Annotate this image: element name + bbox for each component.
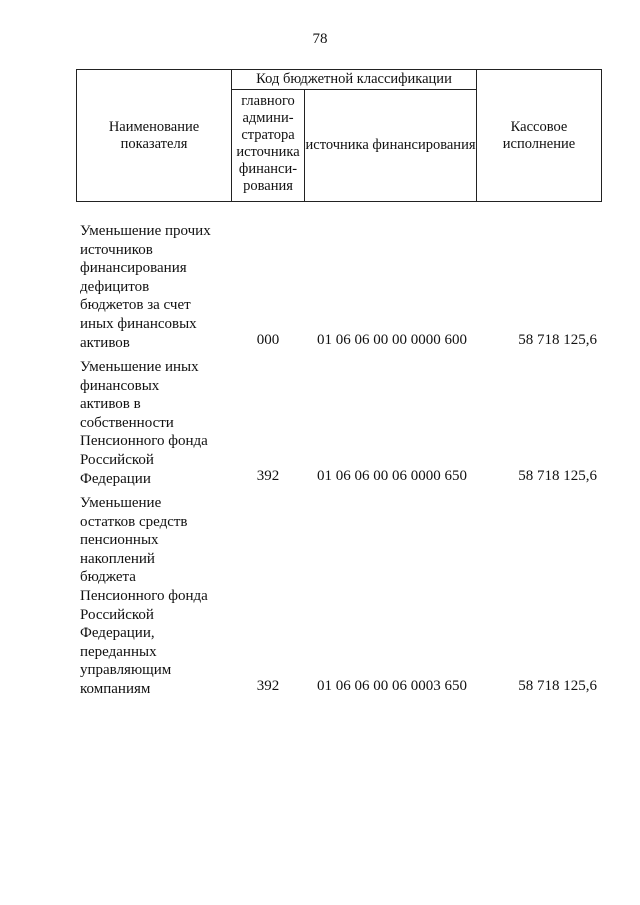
row-name-line: собственности xyxy=(80,414,174,431)
row-admin-code: 392 xyxy=(256,468,280,485)
row-name-line: Пенсионного фонда xyxy=(80,587,208,604)
row-name-line: Федерации, xyxy=(80,625,155,642)
row-source-code: 01 06 06 00 06 0000 650 xyxy=(317,468,467,485)
row-name-line: Федерации xyxy=(80,470,151,487)
row-name-line: Уменьшение xyxy=(80,495,162,511)
row-amount: 58 718 125,6 xyxy=(518,468,597,485)
row-name-line: дефицитов xyxy=(80,278,150,295)
row-amount: 58 718 125,6 xyxy=(518,678,597,695)
row-name-line: активов xyxy=(80,334,130,351)
row-name-line: финансирования xyxy=(80,260,187,277)
row-name-line: накоплений xyxy=(80,550,155,567)
row-name-line: Российской xyxy=(80,606,154,623)
row-name-line: иных финансовых xyxy=(80,315,197,332)
page-number: 78 xyxy=(312,31,328,47)
table-row xyxy=(0,222,640,350)
row-name-line: Уменьшение иных xyxy=(80,359,199,375)
row-indicator-name xyxy=(80,222,240,352)
row-name-line: пенсионных xyxy=(80,532,159,549)
header-col-amount: Кассовое исполнение xyxy=(477,70,602,202)
row-name-line: активов в xyxy=(80,396,141,413)
row-name-line: остатков средств xyxy=(80,513,188,530)
row-name-line: управляющим xyxy=(80,662,172,679)
row-source-code: 01 06 06 00 06 0003 650 xyxy=(317,678,467,695)
header-col-source: источника финансирования xyxy=(305,90,477,202)
row-amount: 58 718 125,6 xyxy=(518,332,597,349)
row-name-line: источников xyxy=(80,241,153,258)
row-indicator-name xyxy=(80,358,240,488)
row-admin-code: 392 xyxy=(256,678,280,695)
row-name-line: Уменьшение прочих xyxy=(80,223,211,239)
row-name-line: бюджета xyxy=(80,569,136,586)
table-row xyxy=(0,358,640,486)
row-name-line: Российской xyxy=(80,451,154,468)
header-group-budget-code: Код бюджетной классификации xyxy=(232,70,477,90)
table-header xyxy=(76,69,602,202)
header-col-name: Наименование показателя xyxy=(77,70,232,202)
header-col-admin: главного админи-стратора источника финанси-рования xyxy=(232,90,305,202)
row-name-line: бюджетов за счет xyxy=(80,297,191,314)
row-source-code: 01 06 06 00 00 0000 600 xyxy=(317,332,467,349)
row-indicator-name xyxy=(80,494,240,699)
table-row xyxy=(0,494,640,696)
row-name-line: переданных xyxy=(80,643,157,660)
row-admin-code: 000 xyxy=(256,332,280,349)
row-name-line: Пенсионного фонда xyxy=(80,433,208,450)
row-name-line: финансовых xyxy=(80,377,160,394)
row-name-line: компаниям xyxy=(80,680,151,697)
